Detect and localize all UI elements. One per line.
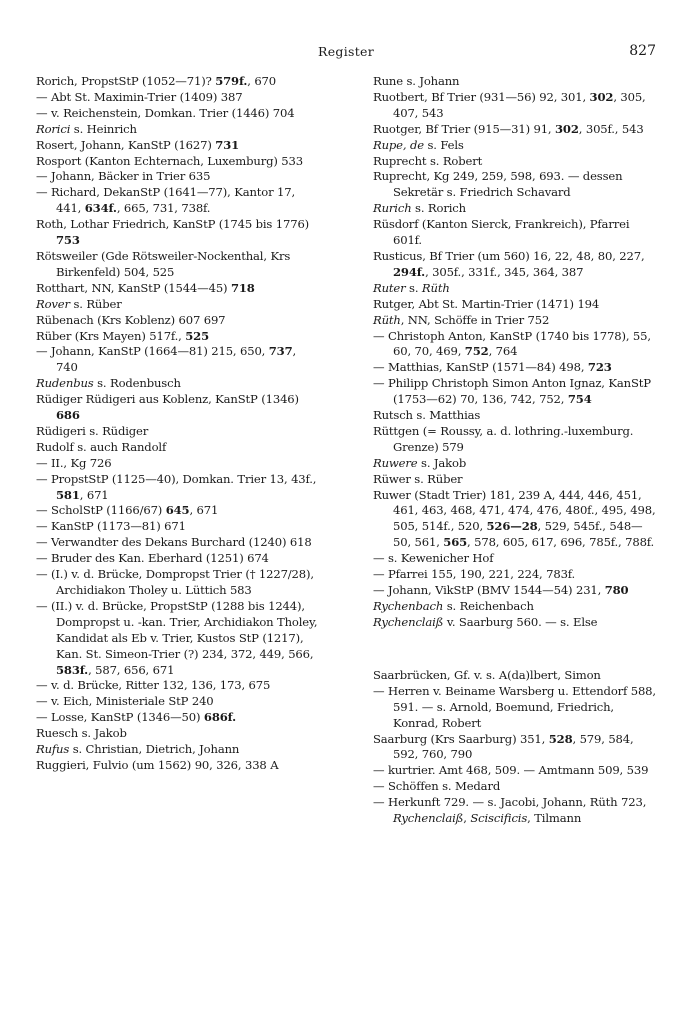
index-entry: Saarbrücken, Gf. v. s. A(da)lbert, Simon	[373, 667, 601, 682]
index-entry: — KanStP (1173—81) 671	[36, 519, 186, 534]
index-entry: Ruprecht, Kg 249, 259, 598, 693. — dessen Sekretär s. Friedrich Schavard	[373, 169, 623, 200]
index-entry: Rüber (Krs Mayen) 517f., 525	[36, 328, 210, 343]
index-entry: Rupe, de s. Fels	[373, 137, 464, 152]
index-entry: Rover s. Rüber	[36, 296, 122, 311]
index-entry: Rutsch s. Matthias	[373, 408, 481, 423]
index-entry: Ruter s. Rüth	[373, 280, 450, 295]
index-entry: — Johann, VikStP (BMV 1544—54) 231, 780	[373, 583, 629, 597]
index-entry: — Losse, KanStP (1346—50) 686f.	[36, 710, 236, 725]
index-entry: Rüth, NN, Schöffe in Trier 752	[373, 312, 550, 327]
index-entry: Roth, Lothar Friedrich, KanStP (1745 bis 1776) 753	[36, 217, 310, 248]
index-entry: Rorich, PropstStP (1052—71)? 579f., 670	[36, 74, 276, 88]
index-entry: — Johann, Bäcker in Trier 635	[36, 169, 211, 184]
index-entry: Rotthart, NN, KanStP (1544—45) 718	[36, 280, 255, 295]
index-entry: — v. Eich, Ministeriale StP 240	[36, 694, 214, 709]
index-entry: — II., Kg 726	[36, 455, 112, 470]
index-entry: Ruggieri, Fulvio (um 1562) 90, 326, 338 A	[36, 757, 279, 772]
index-entry: — Herkunft 729. — s. Jacobi, Johann, Rüth 723, Rychenclaiß, Sciscificis, Tilmann	[373, 795, 647, 826]
index-entry: Ruwere s. Jakob	[373, 455, 467, 470]
index-entry: Saarburg (Krs Saarburg) 351, 528, 579, 584, 592, 760, 790	[373, 731, 634, 762]
index-entry: — (II.) v. d. Brücke, PropstStP (1288 bis 1244), Dompropst u. -kan. Trier, Archidiakon Tholey, Kandidat als Eb v. Trier, Kustos StP (1217), Kan. St. Simeon-Trier (?) 234, 372, 449, 566, 583f., 587, 656, 671	[36, 598, 318, 677]
index-entry: Ruwer (Stadt Trier) 181, 239 A, 444, 446, 451, 461, 463, 468, 471, 474, 476, 480f., 495, 498, 505, 514f., 520, 526—28, 529, 545f., 548—50, 561, 565, 578, 605, 617, 696, 785f., 788f.	[373, 487, 656, 550]
index-entry: — Abt St. Maximin-Trier (1409) 387	[36, 89, 243, 104]
index-entry: — Christoph Anton, KanStP (1740 bis 1778), 55, 60, 70, 469, 752, 764	[373, 328, 651, 359]
index-entry: Ruprecht s. Robert	[373, 153, 483, 168]
index-entry: — v. Reichenstein, Domkan. Trier (1446) 704	[36, 105, 295, 120]
index-entry: Ruotger, Bf Trier (915—31) 91, 302, 305f., 543	[373, 121, 644, 136]
index-entry: — v. d. Brücke, Ritter 132, 136, 173, 675	[36, 678, 271, 693]
index-entry: — Philipp Christoph Simon Anton Ignaz, KanStP (1753—62) 70, 136, 742, 752, 754	[373, 376, 651, 407]
index-entry: — s. Kewenicher Hof	[373, 551, 494, 566]
index-entry: Ruotbert, Bf Trier (931—56) 92, 301, 302, 305, 407, 543	[373, 89, 646, 120]
index-entry: Rurich s. Rorich	[373, 201, 466, 216]
index-entry: — Matthias, KanStP (1571—84) 498, 723	[373, 360, 612, 375]
index-entry: — Richard, DekanStP (1641—77), Kantor 17, 441, 634f., 665, 731, 738f.	[36, 185, 296, 216]
index-entry: — Johann, KanStP (1664—81) 215, 650, 737, 740	[36, 344, 297, 375]
index-entry: Rufus s. Christian, Dietrich, Johann	[36, 742, 240, 757]
index-entry: Rutger, Abt St. Martin-Trier (1471) 194	[373, 296, 600, 311]
index-entry: Rosport (Kanton Echternach, Luxemburg) 533	[36, 153, 303, 168]
index-entry: — kurtrier. Amt 468, 509. — Amtmann 509, 539	[373, 763, 649, 778]
index-entry: Rychenbach s. Reichenbach	[373, 598, 534, 613]
index-entry: Rudolf s. auch Randolf	[36, 439, 167, 454]
right-index-column	[373, 74, 656, 827]
index-entry: — (I.) v. d. Brücke, Dompropst Trier († 1227/28), Archidiakon Tholey u. Lüttich 583	[36, 567, 314, 597]
index-entry: Rüdigeri s. Rüdiger	[36, 423, 149, 438]
page-header	[36, 44, 656, 64]
index-entry: — Herren v. Beiname Warsberg u. Ettendorf 588, 591. — s. Arnold, Boemund, Friedrich, Konrad, Robert	[373, 683, 656, 730]
index-entry: Rusticus, Bf Trier (um 560) 16, 22, 48, 80, 227, 294f., 305f., 331f., 345, 364, 387	[373, 248, 645, 279]
index-entry: Rüsdorf (Kanton Sierck, Frankreich), Pfarrei 601f.	[373, 217, 630, 248]
index-entry: Ruesch s. Jakob	[36, 726, 127, 741]
index-entry: — Verwandter des Dekans Burchard (1240) 618	[36, 535, 312, 550]
index-entry: — Schöffen s. Medard	[373, 779, 501, 794]
index-entry: Rune s. Johann	[373, 74, 460, 88]
index-entry: — Bruder des Kan. Eberhard (1251) 674	[36, 551, 269, 566]
page-number: 827	[629, 43, 656, 59]
index-entry: — Pfarrei 155, 190, 221, 224, 783f.	[373, 567, 576, 582]
index-entry: — PropstStP (1125—40), Domkan. Trier 13, 43f., 581, 671	[36, 471, 317, 502]
section-gap	[373, 642, 656, 656]
index-entry: Rübenach (Krs Koblenz) 607 697	[36, 312, 226, 327]
running-title: Register	[317, 44, 375, 59]
left-index-column	[36, 74, 319, 774]
index-entry: — ScholStP (1166/67) 645, 671	[36, 503, 219, 518]
index-entry: Rüwer s. Rüber	[373, 471, 463, 486]
index-entry: Rorici s. Heinrich	[36, 121, 137, 136]
index-entry: Rosert, Johann, KanStP (1627) 731	[36, 137, 240, 152]
index-entry: Rudenbus s. Rodenbusch	[36, 376, 181, 391]
index-entry: Rötsweiler (Gde Rötsweiler-Nockenthal, Krs Birkenfeld) 504, 525	[36, 248, 291, 279]
index-entry: Rüdiger Rüdigeri aus Koblenz, KanStP (1346) 686	[36, 392, 299, 423]
index-entry: Rychenclaiß v. Saarburg 560. — s. Else	[373, 614, 598, 629]
index-entry: Rüttgen (= Roussy, a. d. lothring.-luxemburg. Grenze) 579	[373, 423, 634, 454]
